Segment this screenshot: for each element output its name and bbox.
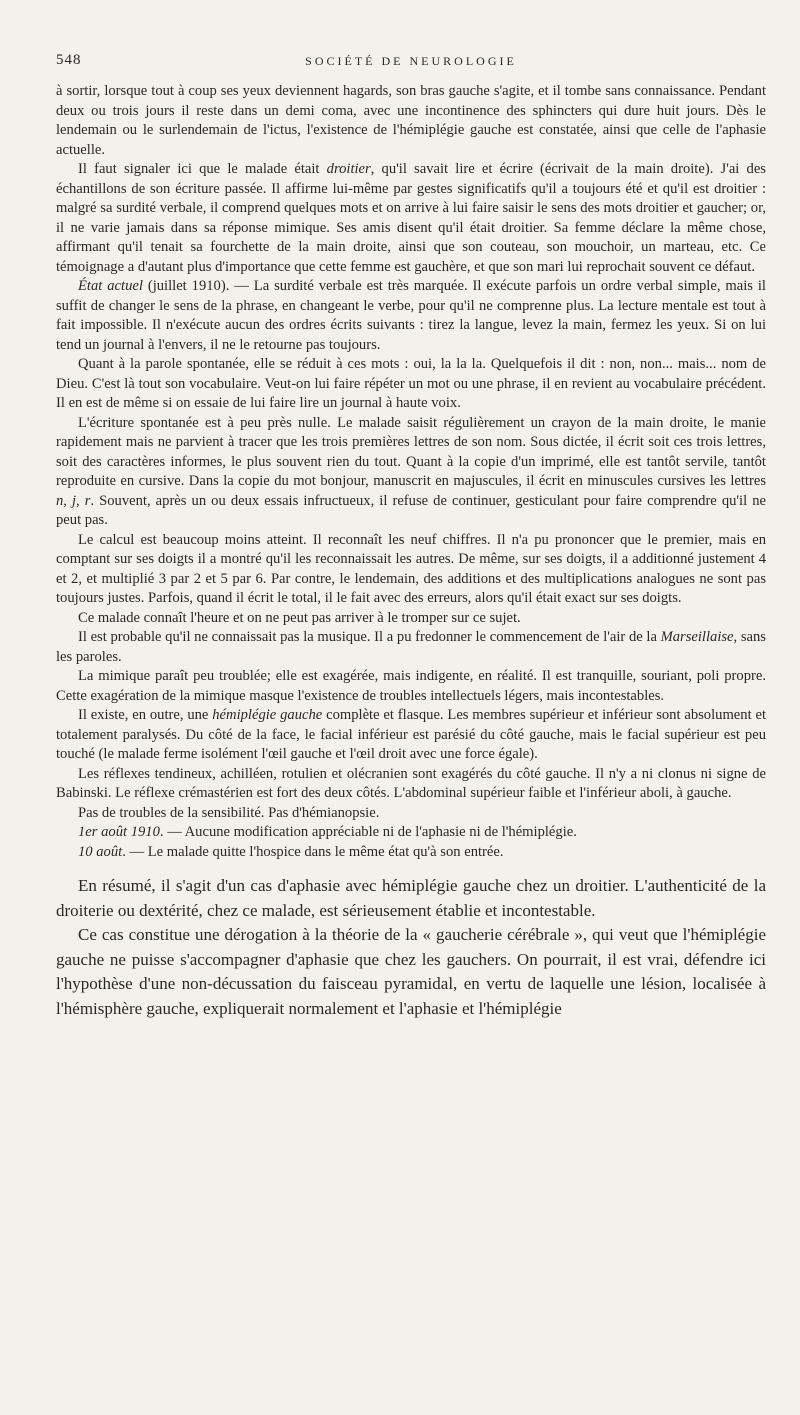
section-lead: État actuel [78, 278, 143, 294]
paragraph [56, 706, 766, 765]
paragraph-text: Ce malade connaît l'heure et on ne peut pas arriver à le tromper sur ce sujet. [78, 609, 521, 626]
paragraph-text: Le calcul est beaucoup moins atteint. Il reconnaît les neuf chiffres. Il n'a pu prononcer que le premier, mais en comptant sur ses doigts il a montré qu'il les reconnaissait les autres. De même, sur ses doigts, il a additionné justement 4 et 2, et multiplié 3 par 2 et 5 par 6. Par contre, le lendemain, des additions et des multiplications analogues ne sont pas toujours justes. Parfois, quand il écrit le total, il le fait avec des erreurs, alors qu'il était exact sur ses doigts. [56, 531, 766, 606]
journal-title: SOCIÉTÉ DE NEUROLOGIE [305, 54, 517, 68]
paragraph [56, 628, 766, 667]
paragraph [56, 355, 766, 414]
paragraph [56, 804, 766, 824]
summary-paragraph: En résumé, il s'agit d'un cas d'aphasie avec hémiplégie gauche chez un droitier. L'authenticité de la droiterie ou dextérité, chez ce malade, est sérieusement établie et incontestable. [56, 876, 766, 920]
paragraph-text: , sans les paroles. [56, 629, 766, 665]
paragraph-text: Il existe, en outre, une [78, 707, 213, 723]
paragraph [56, 160, 766, 277]
paragraph-text: Quant à la parole spontanée, elle se réduit à ces mots : oui, la la la. Quelquefois il dit : non, non... mais... nom de Dieu. C'est là tout son vocabulaire. Veut-on lui faire répéter un mot ou une phrase, il en revient au vocabulaire précédent. Il en est de même si on essaie de lui faire lire un journal à haute voix. [56, 356, 766, 411]
paragraph-text: . — Le malade quitte l'hospice dans le même état qu'à son entrée. [122, 843, 504, 860]
date-lead: 1er août 1910 [78, 824, 160, 840]
emphasis-text: droitier [326, 161, 371, 177]
paragraph [56, 609, 766, 629]
summary-paragraph: Ce cas constitue une dérogation à la théorie de la « gaucherie cérébrale », qui veut que l'hémiplégie gauche ne puisse s'accompagner d'aphasie que chez les gauchers. On pourrait, il est vrai, défendre ici l'hypothèse d'une non-décussation du faisceau pyramidal, en vertu de laquelle une lésion, localisée à l'hémisphère gauche, expliquerait normalement et l'aphasie et l'hémiplégie [56, 925, 766, 1018]
paragraph-text: à sortir, lorsque tout à coup ses yeux deviennent hagards, son bras gauche s'agite, et il tombe sans connaissance. Pendant deux ou trois jours il reste dans un demi coma, avec une incontinence des sphincters qui dure huit jours. Dès le lendemain ou le surlendemain de l'ictus, l'existence de l'hémiplégie gauche est constatée, ainsi que celle de l'aphasie actuelle. [56, 83, 766, 158]
case-report-body [56, 82, 766, 862]
emphasis-text: hémiplégie gauche [212, 707, 323, 723]
paragraph [56, 82, 766, 160]
paragraph-text: L'écriture spontanée est à peu près nulle. Le malade saisit régulièrement un crayon de la main droite, le manie rapidement mais ne parvient à tracer que les trois premières lettres de son nom. Sous dictée, il écrit soit ces trois lettres, soit des caractères informes, le plus souvent rien du tout. Quant à la copie d'un imprimé, elle est tantôt servile, tantôt reproduite en cursive. Dans la copie du mot bonjour, manuscrit en majuscules, il écrit en minuscules cursives les lettres [56, 414, 766, 489]
summary-body [56, 874, 766, 1021]
paragraph [56, 414, 766, 531]
paragraph [56, 823, 766, 843]
paragraph [56, 667, 766, 706]
paragraph-text: Pas de troubles de la sensibilité. Pas d'hémianopsie. [78, 804, 380, 821]
paragraph-text: Il faut signaler ici que le malade était [78, 161, 327, 177]
paragraph-text: complète et flasque. Les membres supérieur et inférieur sont absolument et totalement paralysés. Du côté de la face, le facial inférieur est parésié du côté gauche, mais le facial supérieur est peu touché (le malade ferme isolément l'œil gauche et l'œil droit avec une force égale). [56, 707, 767, 762]
emphasis-text: n, j, r [56, 492, 91, 509]
paragraph-text: La mimique paraît peu troublée; elle est exagérée, mais indigente, en réalité. Il est tranquille, souriant, poli propre. Cette exagération de la mimique masque l'existence de troubles intellectuels légers, mais incontestables. [56, 668, 766, 704]
paragraph-text: (juillet 1910). — La surdité verbale est très marquée. Il exécute parfois un ordre verbal simple, mais il suffit de changer le sens de la phrase, en changeant le verbe, pour qu'il ne comprenne plus. La lecture mentale est tout à fait impossible. Il n'exécute aucun des ordres écrits suivants : tirez la langue, levez la main, fermez les yeux. Si on lui tend un journal à l'envers, il ne le retourne pas toujours. [56, 278, 766, 353]
paragraph-text: . Souvent, après un ou deux essais infructueux, il refuse de continuer, gesticulant pour faire comprendre qu'il ne peut pas. [56, 492, 766, 528]
paragraph [56, 765, 766, 804]
date-lead: 10 août [78, 843, 123, 860]
running-header [56, 52, 766, 82]
paragraph [56, 843, 766, 863]
paragraph-text: Les réflexes tendineux, achilléen, rotulien et olécranien sont exagérés du côté gauche. Il n'y a ni clonus ni signe de Babinski. Le réflexe crémastérien est fort des deux côtés. L'abdominal supérieur faible et l'inférieur aboli, à gauche. [56, 765, 766, 801]
emphasis-text: Marseillaise [660, 629, 734, 645]
page-number: 548 [56, 52, 82, 68]
paragraph [56, 277, 766, 355]
paragraph-text: Il est probable qu'il ne connaissait pas la musique. Il a pu fredonner le commencement de l'air de la [78, 629, 661, 645]
paragraph [56, 531, 766, 609]
paragraph-text: . — Aucune modification appréciable ni de l'aphasie ni de l'hémiplégie. [159, 824, 577, 840]
paragraph-text: , qu'il savait lire et écrire (écrivait de la main droite). J'ai des échantillons de son écriture passée. Il affirme lui-même par gestes significatifs qu'il a toujours été et qu'il est droitier : malgré sa surdité verbale, il comprend quelques mots et on arrive à lui faire saisir le sens des mots droitier et gaucher; or, il ne varie jamais dans sa réponse mimique. Ses amis disent qu'il était droitier. Sa femme déclare la même chose, affirmant qu'il tenait sa fourchette de la main droite, ainsi que son couteau, son mouchoir, un marteau, etc. Ce témoignage a d'autant plus d'importance que cette femme est gauchère, et que son mari lui reprochait souvent ce défaut. [56, 161, 766, 275]
